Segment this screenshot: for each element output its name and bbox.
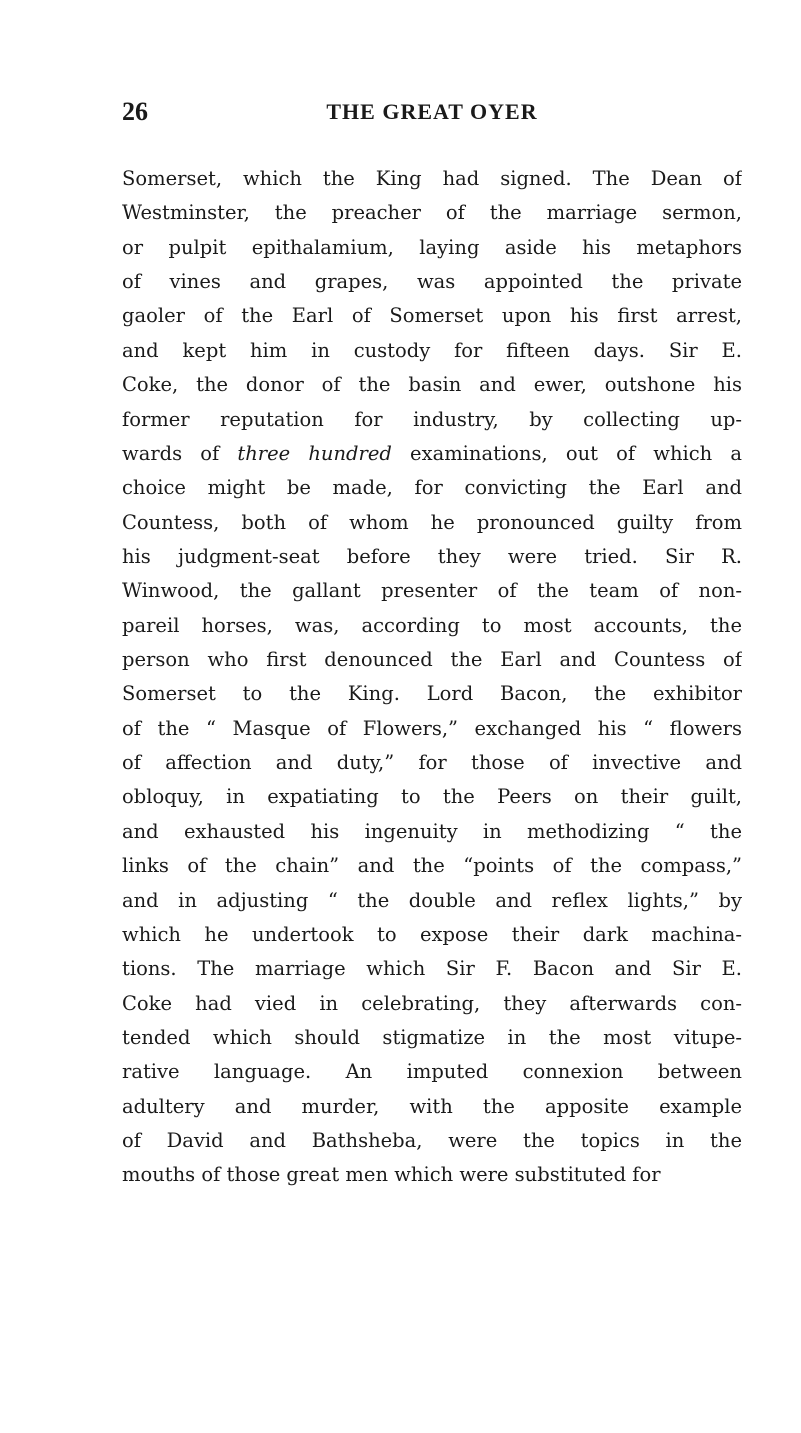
text-line-30: mouths of those great men which were substituted for <box>122 1163 661 1187</box>
text-line-6: and kept him in custody for fifteen days. Sir E. <box>122 338 742 362</box>
italic-emphasis: three hundred <box>237 441 392 465</box>
text-line-25: Coke had vied in celebrating, they afterwards con- <box>122 991 742 1015</box>
text-line-22: and in adjusting “ the double and reflex lights,” by <box>122 888 742 912</box>
text-line-18: of affection and duty,” for those of invective and <box>122 751 742 775</box>
text-line-15: person who first denounced the Earl and Countess of <box>122 648 742 672</box>
text-line-27: rative language. An imputed connexion between <box>122 1060 742 1084</box>
text-line-17: of the “ Masque of Flowers,” exchanged his “ flowers <box>122 716 742 740</box>
text-line-20: and exhausted his ingenuity in methodizing “ the <box>122 819 742 843</box>
text-line-8: former reputation for industry, by collecting up- <box>122 407 742 431</box>
text-line-1: Somerset, which the King had signed. The Dean of <box>122 167 742 190</box>
text-line-29: of David and Bathsheba, were the topics in the <box>122 1129 742 1153</box>
text-line-21: links of the chain” and the “points of the compass,” <box>122 854 742 878</box>
running-title: THE GREAT OYER <box>326 99 538 124</box>
text-line-9-end: examinations, out of which a <box>391 441 742 465</box>
text-line-2: Westminster, the preacher of the marriage sermon, <box>122 201 742 225</box>
text-line-23: which he undertook to expose their dark machina- <box>122 922 742 946</box>
text-line-7: Coke, the donor of the basin and ewer, outshone his <box>122 373 742 397</box>
text-line-28: adultery and murder, with the apposite example <box>122 1094 742 1118</box>
text-line-14: pareil horses, was, according to most accounts, the <box>122 613 742 637</box>
text-line-4: of vines and grapes, was appointed the private <box>122 270 742 294</box>
text-line-11: Countess, both of whom he pronounced guilty from <box>122 510 742 534</box>
body-paragraph <box>122 162 742 1193</box>
running-head <box>122 92 742 132</box>
text-line-13: Winwood, the gallant presenter of the team of non- <box>122 579 742 603</box>
text-line-3: or pulpit epithalamium, laying aside his metaphors <box>122 235 742 259</box>
text-line-12: his judgment-seat before they were tried. Sir R. <box>122 544 742 568</box>
text-line-19: obloquy, in expatiating to the Peers on their guilt, <box>122 785 742 809</box>
text-line-16: Somerset to the King. Lord Bacon, the exhibitor <box>122 682 742 706</box>
text-line-9 <box>122 437 742 471</box>
text-line-5: gaoler of the Earl of Somerset upon his first arrest, <box>122 304 742 328</box>
text-line-9-start: wards of <box>122 441 238 465</box>
page-number: 26 <box>122 97 148 126</box>
text-line-10: choice might be made, for convicting the Earl and <box>122 476 742 500</box>
text-line-26: tended which should stigmatize in the most vitupe- <box>122 1025 742 1049</box>
text-line-24: tions. The marriage which Sir F. Bacon and Sir E. <box>122 957 742 981</box>
